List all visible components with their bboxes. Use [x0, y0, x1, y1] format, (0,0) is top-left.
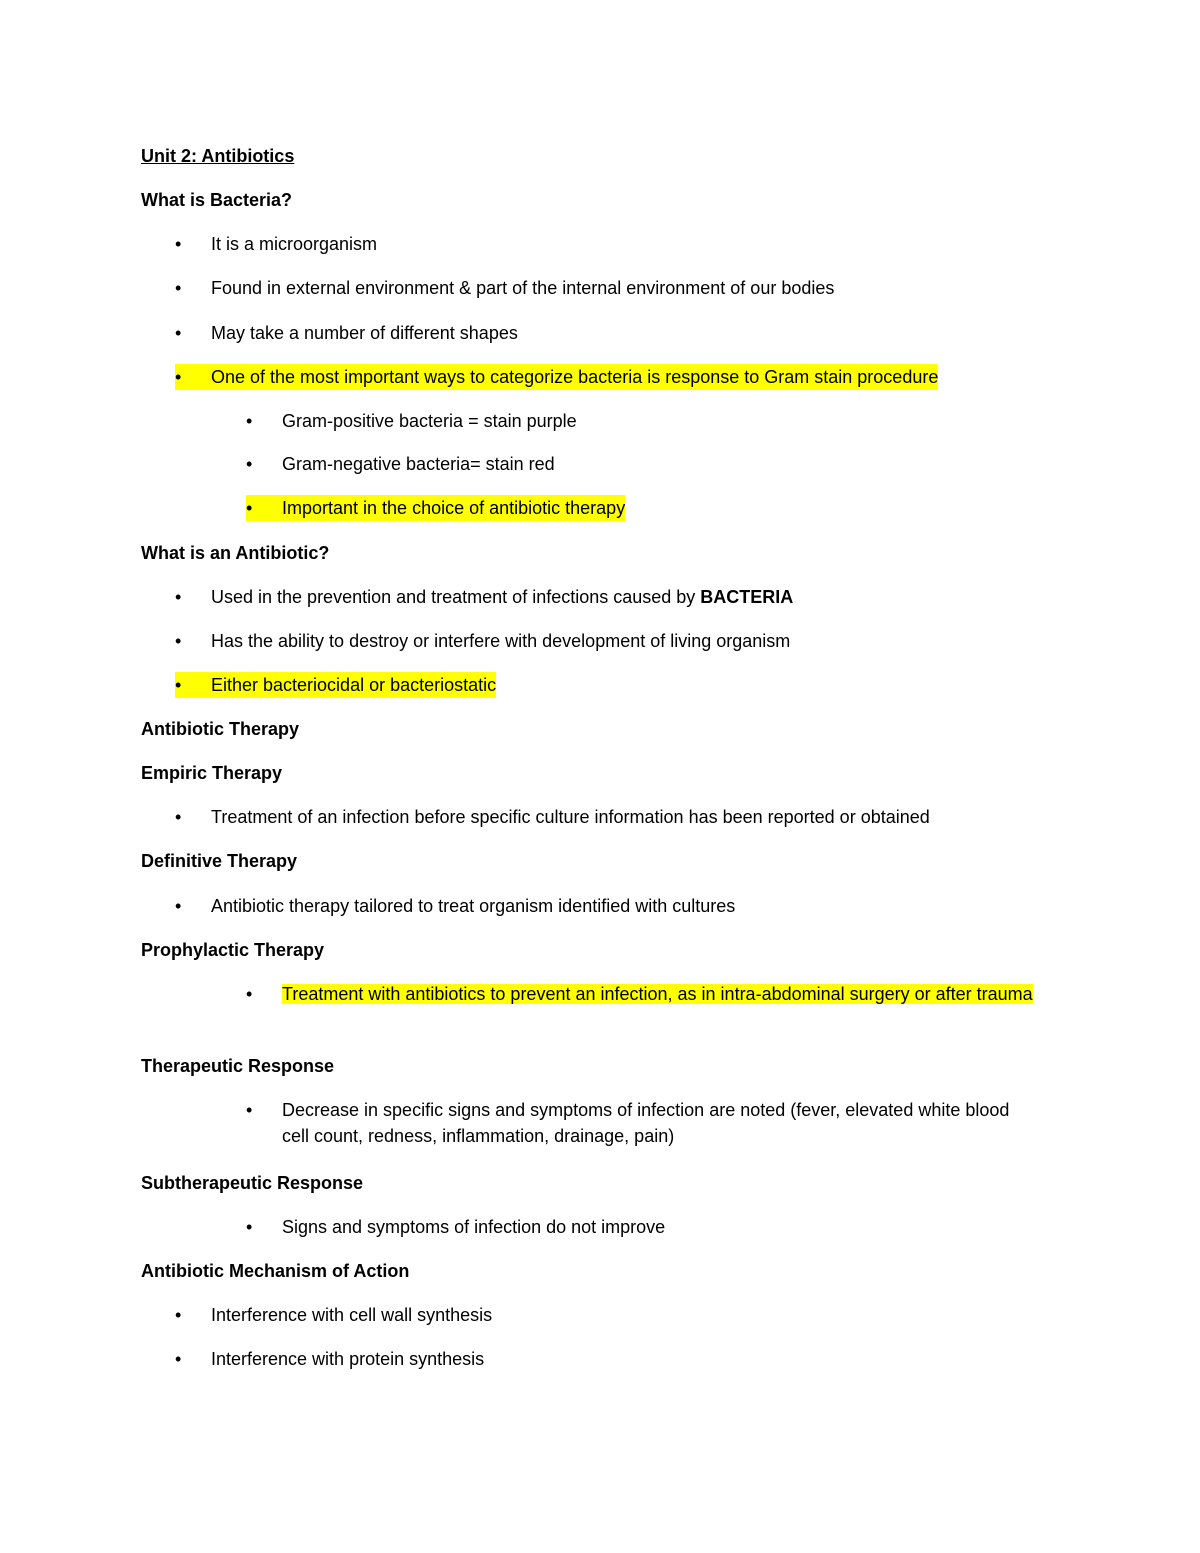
list-item — [246, 1214, 665, 1240]
list-item-text: Interference with cell wall synthesis — [211, 1305, 493, 1325]
highlighted-text: Treatment with antibiotics to prevent an infection, as in intra-abdominal surgery or after trauma — [282, 984, 1033, 1004]
list-item-text — [246, 981, 1036, 1007]
heading-antibiotic-therapy: Antibiotic Therapy — [141, 719, 300, 739]
list-item-text: Signs and symptoms of infection do not improve — [282, 1217, 666, 1237]
list-item-text: Gram-positive bacteria = stain purple — [282, 411, 577, 431]
list-item-text: It is a microorganism — [211, 234, 378, 254]
list-item-text: Has the ability to destroy or interfere with development of living organism — [211, 631, 791, 651]
bullet-icon: • — [175, 631, 182, 651]
highlighted-list-item — [175, 672, 496, 698]
list-item-text: Important in the choice of antibiotic therapy — [282, 498, 626, 518]
bullet-icon: • — [175, 367, 182, 387]
list-item — [175, 320, 518, 346]
list-item — [175, 1302, 492, 1328]
bullet-icon: • — [246, 498, 253, 518]
bullet-icon: • — [246, 984, 253, 1004]
list-item — [175, 804, 930, 830]
bullet-icon: • — [246, 1100, 253, 1120]
heading-empiric-therapy: Empiric Therapy — [141, 763, 283, 783]
bullet-icon: • — [175, 234, 182, 254]
list-item — [175, 275, 834, 301]
list-item — [175, 628, 790, 654]
bullet-icon: • — [246, 1217, 253, 1237]
bullet-icon: • — [246, 454, 253, 474]
sub-list-item — [246, 451, 555, 477]
bullet-icon: • — [175, 807, 182, 827]
bullet-icon: • — [175, 323, 182, 343]
list-item-text: Antibiotic therapy tailored to treat organism identified with cultures — [211, 896, 736, 916]
list-item-text: Gram-negative bacteria= stain red — [282, 454, 555, 474]
list-item — [175, 231, 377, 257]
heading-bacteria: What is Bacteria? — [141, 190, 293, 210]
list-item — [246, 1097, 1036, 1149]
bullet-icon: • — [246, 411, 253, 431]
document-title: Unit 2: Antibiotics — [141, 146, 295, 166]
list-item — [175, 1346, 484, 1372]
heading-antibiotic: What is an Antibiotic? — [141, 543, 330, 563]
list-item-text: One of the most important ways to categorize bacteria is response to Gram stain procedure — [211, 367, 939, 387]
list-item-text: Either bacteriocidal or bacteriostatic — [211, 675, 497, 695]
heading-definitive-therapy: Definitive Therapy — [141, 851, 298, 871]
bullet-icon: • — [175, 896, 182, 916]
list-item-text: May take a number of different shapes — [211, 323, 518, 343]
heading-therapeutic-response: Therapeutic Response — [141, 1056, 335, 1076]
bullet-icon: • — [175, 675, 182, 695]
bullet-icon: • — [175, 1305, 182, 1325]
highlighted-sub-list-item — [246, 495, 625, 521]
list-item — [246, 981, 1036, 1007]
heading-mechanism-of-action: Antibiotic Mechanism of Action — [141, 1261, 410, 1281]
list-item — [175, 584, 793, 610]
list-item-text: Interference with protein synthesis — [211, 1349, 485, 1369]
list-item-text — [211, 584, 793, 610]
bullet-icon: • — [175, 278, 182, 298]
sub-list-item — [246, 408, 577, 434]
list-item — [175, 893, 735, 919]
list-item-text-regular: Used in the prevention and treatment of infections caused by — [211, 587, 701, 607]
highlighted-list-item — [175, 364, 938, 390]
bullet-icon: • — [175, 587, 182, 607]
list-item-text: Treatment of an infection before specific culture information has been reported or obtained — [211, 807, 930, 827]
list-item-text: Found in external environment & part of the internal environment of our bodies — [211, 278, 835, 298]
heading-prophylactic-therapy: Prophylactic Therapy — [141, 940, 325, 960]
list-item-text: Decrease in specific signs and symptoms of infection are noted (fever, elevated white blood cell count, redness, inflammation, drainage, pain) — [282, 1100, 1010, 1146]
heading-subtherapeutic-response: Subtherapeutic Response — [141, 1173, 364, 1193]
bullet-icon: • — [175, 1349, 182, 1369]
list-item-text-bold: BACTERIA — [700, 587, 794, 607]
